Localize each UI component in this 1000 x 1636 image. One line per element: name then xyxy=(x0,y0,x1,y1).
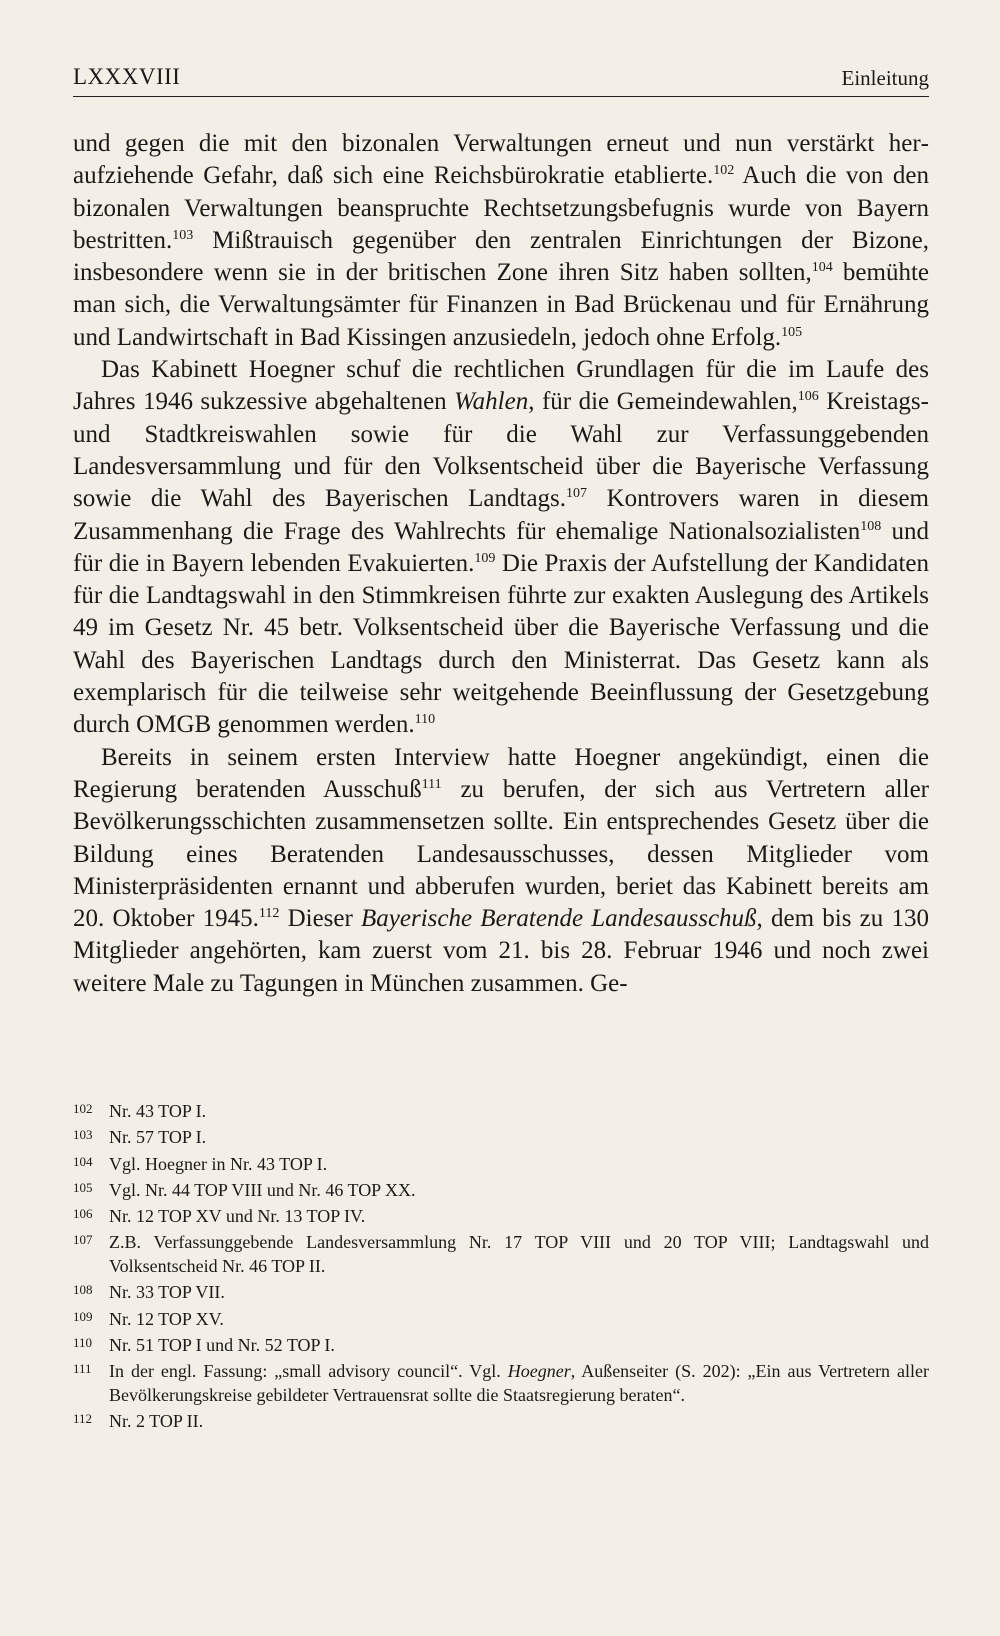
text-run: Kontrovers waren in diesem Zusammenhang die Frage des Wahlrechts für ehemalige Nationalsozialisten xyxy=(73,485,929,545)
text-run: Nr. 2 TOP II. xyxy=(109,1410,204,1431)
text-run: und für die in Bayern lebenden Evakuierten. xyxy=(73,517,929,577)
text-run: Z.B. Verfassunggebende Landesversammlung Nr. 17 TOP VIII und 20 TOP VIII; Landtagswahl und Volksentscheid Nr. 46 TOP II. xyxy=(109,1232,929,1276)
text-run: Nr. 43 TOP I. xyxy=(109,1101,207,1121)
footnote-text xyxy=(109,1282,225,1302)
footnote-text xyxy=(109,1154,327,1174)
text-run: Das Kabinett Hoegner schuf die rechtlichen Grundlagen für die im Laufe des Jahres 1946 sukzessive abgehaltenen xyxy=(73,356,929,416)
footnote-number: 111 xyxy=(73,1361,92,1377)
footnote xyxy=(73,1179,929,1203)
footnote-number: 107 xyxy=(73,1232,93,1248)
footnote-ref: 106 xyxy=(797,389,819,405)
footnote-number: 103 xyxy=(73,1127,93,1143)
footnote-ref: 103 xyxy=(172,227,194,243)
text-run: Nr. 57 TOP I. xyxy=(109,1127,207,1148)
footnote-number: 110 xyxy=(73,1334,93,1350)
text-run: und gegen die mit den bizonalen Verwaltungen erneut und nun verstärkt heraufziehende Gefahr, daß sich eine Reichsbürokratie etablierte. xyxy=(73,130,929,190)
footnote xyxy=(73,1334,929,1358)
text-run: Vgl. Hoegner in Nr. 43 TOP I. xyxy=(109,1153,328,1174)
footnote-ref: 105 xyxy=(781,324,803,340)
text-run: , dem bis zu 130 Mitglieder angehörten, kam zuerst vom 21. bis 28. Februar 1946 und noch zwei weitere Male zu Tagungen in München zusammen. Ge- xyxy=(73,905,929,997)
footnote-text xyxy=(109,1232,929,1276)
footnote-text xyxy=(109,1309,224,1329)
footnote-number: 106 xyxy=(73,1206,93,1222)
footnote-text xyxy=(109,1361,929,1405)
footnote-text xyxy=(109,1180,416,1200)
footnote-number: 108 xyxy=(73,1282,93,1298)
footnote-ref: 107 xyxy=(566,486,588,502)
footnote xyxy=(73,1281,929,1305)
footnote xyxy=(73,1410,929,1434)
footnote xyxy=(73,1100,929,1124)
footnote xyxy=(73,1126,929,1150)
paragraph xyxy=(73,354,929,742)
footnote xyxy=(73,1308,929,1332)
running-title: Einleitung xyxy=(841,66,929,90)
footnote-ref: 104 xyxy=(811,260,833,276)
footnote-number: 109 xyxy=(73,1308,93,1324)
footnote-number: 112 xyxy=(73,1410,93,1426)
text-run: Vgl. Nr. 44 TOP VIII und Nr. 46 TOP XX. xyxy=(109,1179,416,1200)
footnote-ref: 112 xyxy=(258,906,280,922)
footnote-text xyxy=(109,1335,335,1355)
text-run: zu berufen, der sich aus Vertretern aller Bevölkerungsschichten zusammensetzen sollte. Ein entsprechendes Gesetz über die Bildung eines Beratenden Landesausschusses, dessen Mitglieder vom Ministerpräsidenten ernannt und abberufen wurden, beriet das Kabinett bereits am 20. Oktober 1945. xyxy=(73,775,929,933)
paragraph xyxy=(73,742,929,1000)
footnote-number: 104 xyxy=(73,1153,93,1169)
footnote xyxy=(73,1231,929,1278)
text-run: Mißtrauisch gegenüber den zentralen Einrichtungen der Bizone, insbesondere wenn sie in der britischen Zone ihren Sitz haben sollten, xyxy=(73,226,929,287)
page-number: LXXXVIII xyxy=(73,64,181,89)
text-run: Auch die von den bizonalen Verwaltungen beanspruchte Rechtsetzungsbefugnis wurde von Bayern bestritten. xyxy=(73,162,929,254)
text-run: In der engl. Fassung: „small advisory council“. Vgl. xyxy=(109,1361,508,1382)
footnotes xyxy=(73,1100,929,1436)
footnote-number: 105 xyxy=(73,1179,93,1195)
footnote xyxy=(73,1205,929,1229)
emphasis-text: Bayerische Beratende Landesausschuß xyxy=(361,905,757,933)
text-run: Die Praxis der Aufstellung der Kandidaten für die Landtagswahl in den Stimmkreisen führte zur exakten Auslegung des Artikels 49 im Gesetz Nr. 45 betr. Volksentscheid über die Bayerische Verfassung und die Wahl des Bayerischen Landtags durch den Ministerrat. Das Gesetz kann als exemplarisch für die teilweise sehr weitgehende Beeinflussung der Gesetzgebung durch OMGB genommen werden. xyxy=(73,549,930,739)
footnote-number: 102 xyxy=(73,1101,93,1116)
emphasis-text: Hoegner xyxy=(507,1361,571,1382)
text-run: Kreistags- und Stadtkreiswahlen sowie für die Wahl zur Verfassunggebenden Landesversammlung und für den Volksentscheid über die Bayerische Verfassung sowie die Wahl des Bayerischen Landtags. xyxy=(73,388,929,513)
text-run: , für die Gemeindewahlen, xyxy=(528,388,798,416)
text-run: Nr. 12 TOP XV. xyxy=(109,1308,224,1329)
text-run: bemühte man sich, die Verwaltungsämter für Finanzen in Bad Brückenau und für Ernährung und Landwirtschaft in Bad Kissingen anzusiedeln, jedoch ohne Erfolg. xyxy=(73,259,929,351)
footnote-ref: 108 xyxy=(860,518,882,534)
footnote-text xyxy=(109,1206,365,1226)
footnote-ref: 110 xyxy=(414,712,436,728)
footnote-text xyxy=(109,1101,206,1121)
footnote xyxy=(73,1360,929,1407)
text-run: Bereits in seinem ersten Interview hatte Hoegner angekündigt, einen die Regierung beratenden Ausschuß xyxy=(73,743,929,803)
footnote xyxy=(73,1153,929,1177)
text-run: Nr. 12 TOP XV und Nr. 13 TOP IV. xyxy=(109,1206,366,1227)
emphasis-text: Wahlen xyxy=(454,388,529,416)
text-run: Nr. 33 TOP VII. xyxy=(109,1282,225,1303)
running-header xyxy=(73,62,929,97)
footnote-ref: 102 xyxy=(713,163,735,179)
footnote-ref: 111 xyxy=(421,776,442,792)
paragraph xyxy=(73,128,929,354)
text-run: Nr. 51 TOP I und Nr. 52 TOP I. xyxy=(109,1334,335,1355)
footnote-ref: 109 xyxy=(474,550,496,566)
footnote-text xyxy=(109,1127,206,1147)
text-run: , Außenseiter (S. 202): „Ein aus Vertretern aller Bevölkerungskreise gebildeter Vertrauensrat sollte die Staatsregierung beraten“. xyxy=(109,1361,929,1405)
footnote-text xyxy=(109,1411,203,1431)
body-text xyxy=(73,128,929,1000)
text-run: Dieser xyxy=(279,905,362,933)
